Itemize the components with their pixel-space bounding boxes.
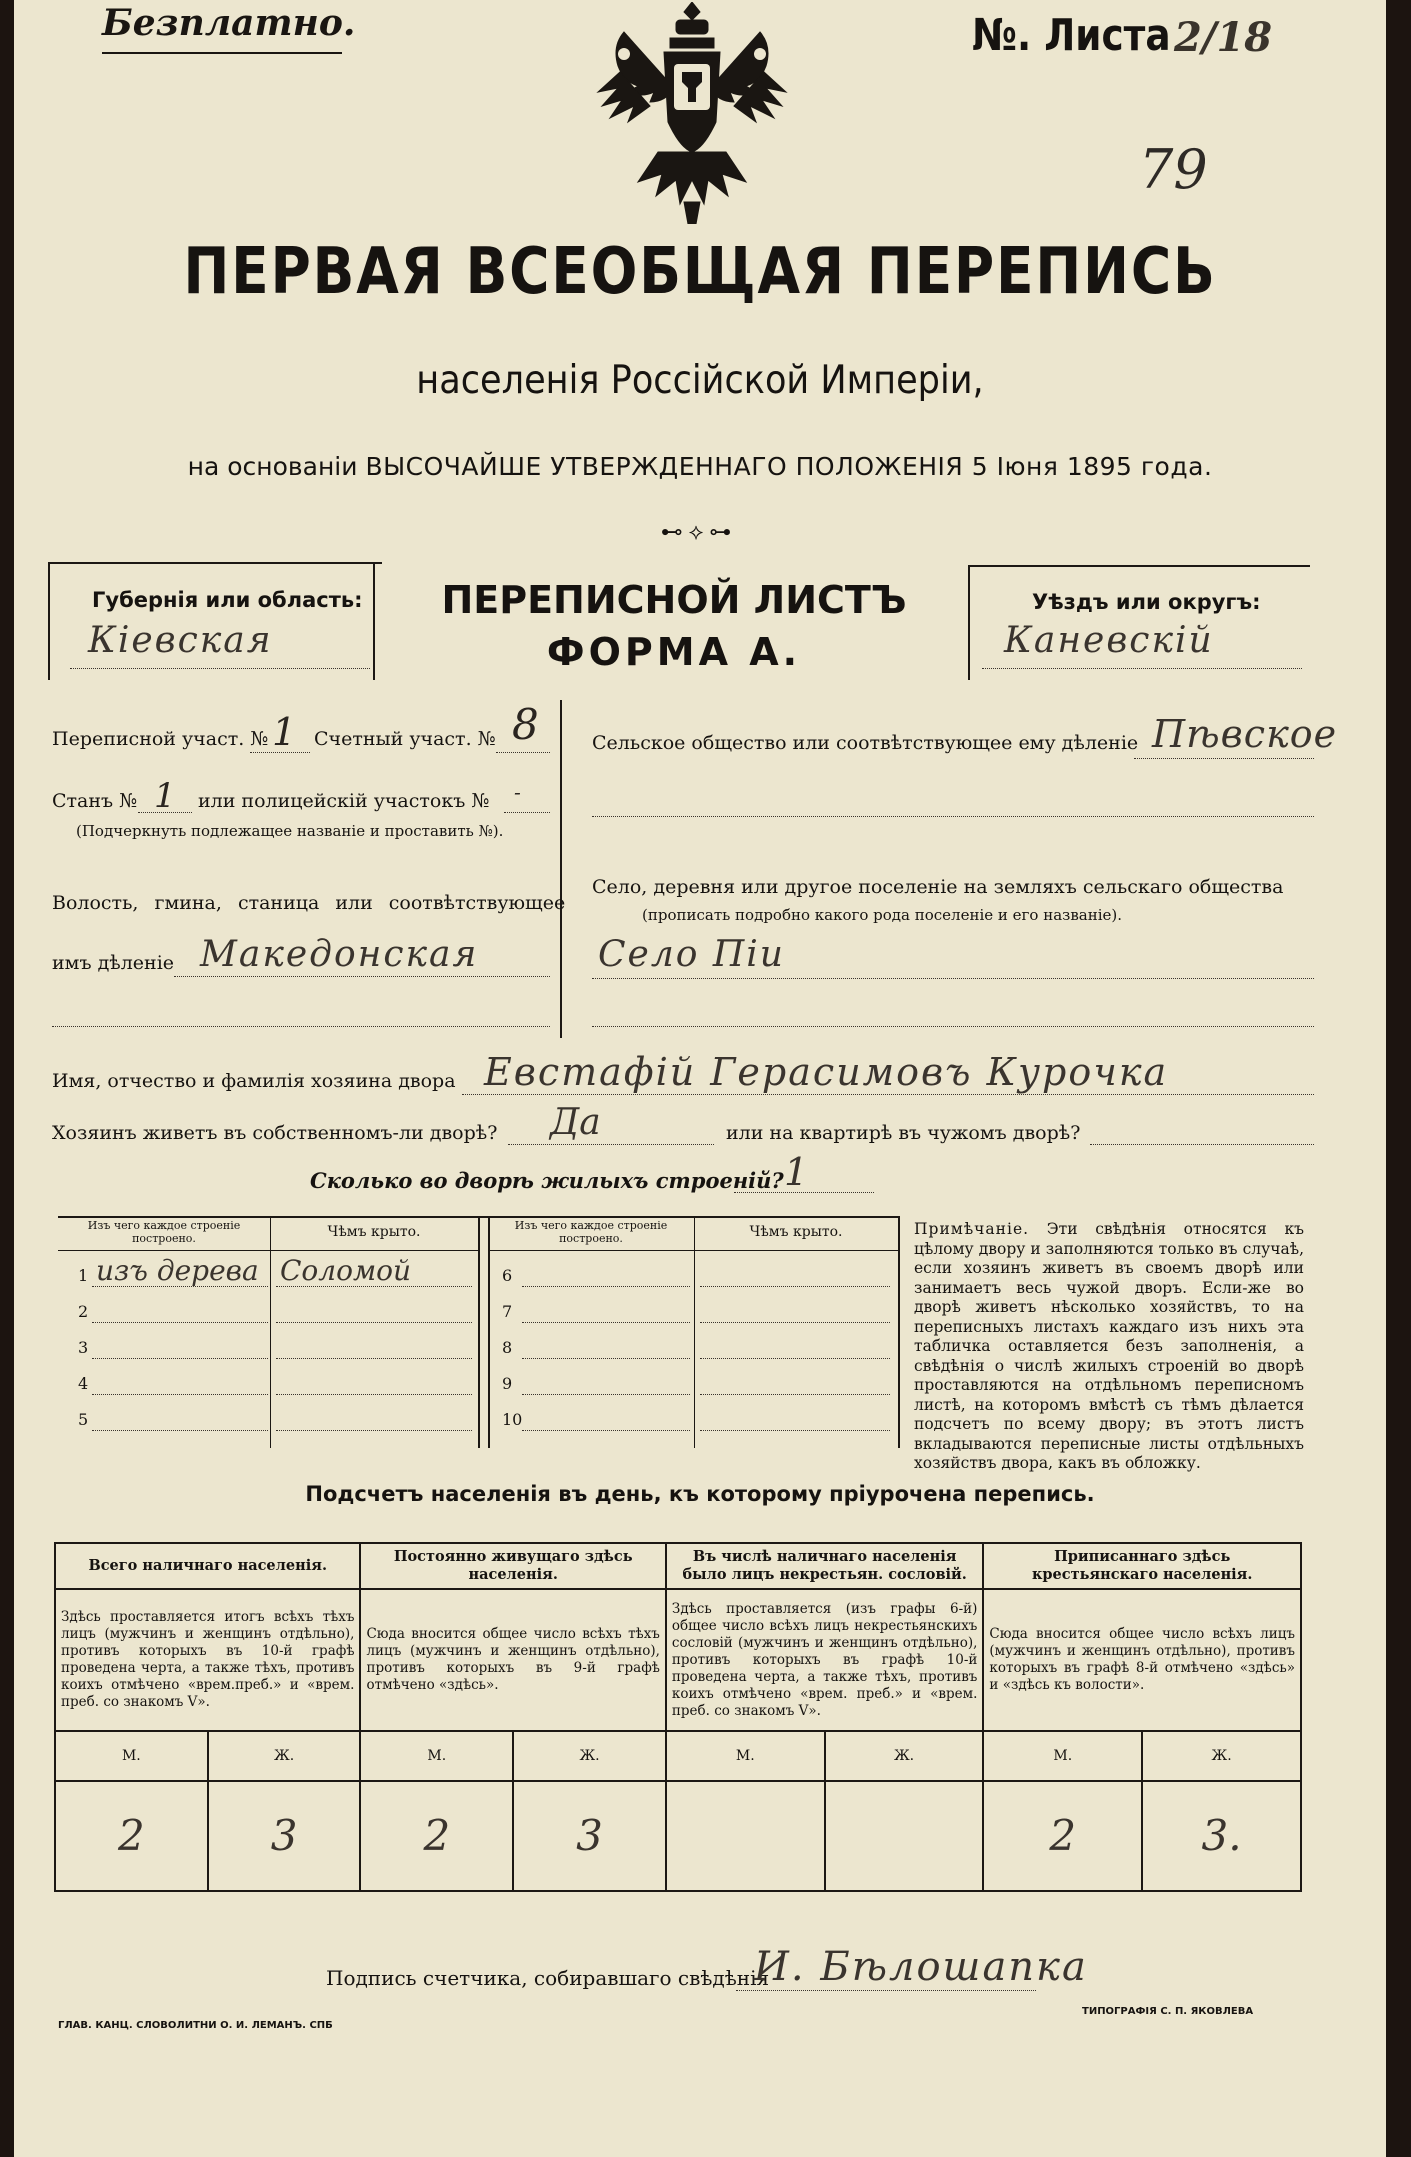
footer-right-imprint: ТИПОГРАФІЯ С. П. ЯКОВЛЕВА	[1082, 2006, 1254, 2017]
registered-f-header: Ж.	[1142, 1731, 1301, 1781]
uezd-value: Каневскій	[1004, 620, 1214, 661]
ornament-divider: ⊷⟡⊶	[660, 520, 738, 545]
registered-m-value: 2	[983, 1781, 1142, 1891]
nonpeasant-f-header: Ж.	[825, 1731, 984, 1781]
police-line	[504, 812, 550, 813]
buildings-row: 7	[488, 1292, 898, 1328]
buildings-count-value: 1	[784, 1150, 809, 1194]
buildings-row: 10	[488, 1400, 898, 1436]
page-subtitle: населенія Россійской Имперіи,	[416, 358, 984, 403]
pencil-number: 79	[1139, 138, 1208, 201]
nonpeasant-f-value	[825, 1781, 984, 1891]
footer-left-imprint: ГЛАВ. КАНЦ. СЛОВОЛИТНИ О. И. ЛЕМАНЪ. СПБ	[58, 2020, 333, 2031]
buildings-col-roof-2: Чѣмъ крыто.	[749, 1224, 843, 1240]
permanent-m-header: М.	[360, 1731, 513, 1781]
registered-m-header: М.	[983, 1731, 1142, 1781]
buildings-row-built: изъ дерева	[96, 1254, 259, 1287]
village-note: (прописать подробно какого рода поселеніе и его названіе).	[642, 906, 1122, 924]
form-title: ПЕРЕПИСНОЙ ЛИСТЪ	[441, 578, 907, 622]
form-subtitle: ФОРМА А.	[546, 630, 802, 674]
buildings-row: 1 изъ дерева Соломой	[58, 1256, 478, 1292]
uezd-box-left	[968, 565, 970, 680]
total-desc: Здѣсь проставляется итогъ всѣхъ тѣхъ лицъ (мужчинъ и женщинъ отдѣльно), противъ которыхъ въ 10-й графѣ проведена черта, а также тѣхъ, противъ коихъ отмѣчено «врем.преб.» и «врем. преб. со знакомъ V».	[55, 1589, 360, 1731]
registered-peasant-title: Приписаннаго здѣсь крестьянскаго населенія.	[983, 1543, 1301, 1589]
sheet-number-value: 2/18	[1174, 14, 1273, 61]
nonpeasant-m-value	[666, 1781, 825, 1891]
uezd-line	[982, 668, 1302, 669]
buildings-row: 8	[488, 1328, 898, 1364]
page-title: ПЕРВАЯ ВСЕОБЩАЯ ПЕРЕПИСЬ	[183, 235, 1217, 309]
total-f-header: Ж.	[208, 1731, 361, 1781]
count-district-value: 8	[512, 700, 539, 749]
society-line-2	[592, 816, 1314, 817]
note-text: Эти свѣдѣнія относятся къ цѣлому двору и заполняются только въ случаѣ, если хозяинъ живетъ въ своемъ дворѣ или занимаетъ весь чужой дворъ. Если-же во дворѣ живетъ нѣсколько хозяйствъ, то на переписныхъ листахъ каждаго изъ нихъ эта табличка оставляется безъ заполненія, а свѣдѣнія о числѣ жилыхъ строеній во дворѣ проставляются на отдѣльномъ переписномъ листѣ, на которомъ вмѣстѣ съ тѣмъ дѣлается подсчетъ по всему двору; въ этотъ листъ вкладываются переписные листы отдѣльныхъ хозяйствъ двора, какъ въ обложку.	[914, 1220, 1304, 1472]
nonpeasant-title: Въ числѣ наличнаго населенія было лицъ некрестьян. сословій.	[666, 1543, 984, 1589]
police-value: -	[514, 780, 521, 804]
own-yard-line	[508, 1144, 714, 1145]
owner-name-label: Имя, отчество и фамилія хозяина двора	[52, 1070, 456, 1092]
sheet-number-label: №. Листа	[972, 10, 1171, 61]
signature-label: Подпись счетчика, собиравшаго свѣдѣнія	[326, 1966, 770, 1990]
note-label: Примѣчаніе.	[914, 1220, 1030, 1238]
underline-note: (Подчеркнуть подлежащее названіе и проставить №).	[76, 822, 504, 840]
census-sheet	[14, 0, 1386, 2157]
permanent-title: Постоянно живущаго здѣсь населенія.	[360, 1543, 665, 1589]
fields-divider	[560, 700, 562, 1038]
free-stamp: Безплатно.	[102, 2, 356, 44]
signature-value: И. Бѣлошапка	[754, 1944, 1088, 1990]
buildings-note	[914, 1220, 1304, 1474]
census-district-value: 1	[272, 710, 297, 754]
village-line-2	[592, 1026, 1314, 1027]
own-yard-label: Хозяинъ живетъ въ собственномъ-ли дворѣ?	[52, 1122, 498, 1144]
registered-f-value: 3.	[1142, 1781, 1301, 1891]
stan-line	[138, 812, 192, 813]
volost-line-2	[52, 1026, 550, 1027]
population-table	[54, 1542, 1302, 1892]
free-stamp-underline	[102, 52, 342, 54]
permanent-f-value: 3	[513, 1781, 666, 1891]
legal-basis	[44, 452, 1356, 481]
village-line	[592, 978, 1314, 979]
buildings-row-roof: Соломой	[280, 1254, 412, 1287]
gubernia-line	[70, 668, 370, 669]
gubernia-box-left	[48, 562, 50, 680]
buildings-col-roof: Чѣмъ крыто.	[327, 1224, 421, 1240]
total-f-value: 3	[208, 1781, 361, 1891]
gubernia-box-right	[373, 562, 375, 680]
village-label: Село, деревня или другое поселеніе на земляхъ сельскаго общества	[592, 876, 1284, 898]
rent-line	[1090, 1144, 1314, 1145]
registered-peasant-desc: Сюда вносится общее число всѣхъ лицъ (мужчинъ и женщинъ отдѣльно), противъ которыхъ въ графѣ 8-й отмѣчено «здѣсь» и «здѣсь къ волости».	[983, 1589, 1301, 1731]
police-label: или полицейскій участокъ №	[198, 790, 490, 812]
society-line	[1134, 758, 1314, 759]
coat-of-arms-icon	[594, 2, 790, 224]
buildings-col-built-2: Изъ чего каждое строеніе построено.	[514, 1219, 668, 1245]
society-label: Сельское общество или соотвѣтствующее ему дѣленіе	[592, 732, 1139, 754]
count-heading: Подсчетъ населенія въ день, къ которому пріурочена перепись.	[305, 1482, 1095, 1506]
nonpeasant-m-header: М.	[666, 1731, 825, 1781]
census-district-label: Переписной участ. №	[52, 728, 269, 750]
permanent-desc: Сюда вносится общее число всѣхъ тѣхъ лицъ (мужчинъ и женщинъ отдѣльно), противъ которыхъ въ 9-й графѣ отмѣчено «здѣсь».	[360, 1589, 665, 1731]
volost-value: Македонская	[200, 934, 479, 975]
legal-basis-rest: ВЫСОЧАЙШЕ УТВЕРЖДЕННАГО ПОЛОЖЕНІЯ 5 Іюня 1895 года.	[365, 452, 1213, 481]
buildings-row: 5	[58, 1400, 478, 1436]
census-district-line	[250, 752, 310, 753]
total-title: Всего наличнаго населенія.	[55, 1543, 360, 1589]
permanent-m-value: 2	[360, 1781, 513, 1891]
total-m-header: М.	[55, 1731, 208, 1781]
nonpeasant-desc: Здѣсь проставляется (изъ графы 6-й) общее число всѣхъ лицъ некрестьянскихъ сословій (мужчинъ и женщинъ отдѣльно), противъ которыхъ въ графѣ 10-й проведена черта, а также тѣхъ, противъ коихъ отмѣчено «врем. преб.» и «врем. преб. со знакомъ V».	[666, 1589, 984, 1731]
buildings-col-built: Изъ чего каждое строеніе построено.	[87, 1219, 241, 1245]
buildings-row: 4	[58, 1364, 478, 1400]
legal-basis-prefix: на основаніи	[187, 452, 358, 481]
buildings-count-line	[734, 1192, 874, 1193]
stan-value: 1	[154, 776, 176, 816]
buildings-row: 2	[58, 1292, 478, 1328]
uezd-box-top	[968, 565, 1310, 567]
buildings-count-label: Сколько во дворѣ жилыхъ строеній?	[310, 1168, 784, 1193]
society-value: Пѣвское	[1152, 712, 1338, 756]
buildings-row: 3	[58, 1328, 478, 1364]
volost-label-line1: Волость, гмина, станица или соотвѣтствующее	[52, 892, 566, 914]
own-yard-value: Да	[550, 1102, 601, 1143]
signature-line	[736, 1990, 1036, 1991]
buildings-table	[58, 1216, 898, 1448]
village-value: Село Піи	[598, 934, 785, 975]
volost-line	[174, 976, 550, 977]
owner-name-line	[462, 1094, 1314, 1095]
permanent-f-header: Ж.	[513, 1731, 666, 1781]
owner-name-value: Евстафій Герасимовъ Курочка	[484, 1050, 1169, 1094]
gubernia-value: Кіевская	[88, 620, 273, 661]
buildings-row: 9	[488, 1364, 898, 1400]
uezd-label: Уѣздъ или округъ:	[1032, 590, 1261, 614]
rent-label: или на квартирѣ въ чужомъ дворѣ?	[726, 1122, 1081, 1144]
gubernia-box-top	[48, 562, 382, 564]
volost-label-line2: имъ дѣленіе	[52, 952, 175, 974]
buildings-row: 6	[488, 1256, 898, 1292]
count-district-line	[496, 752, 550, 753]
gubernia-label: Губернія или область:	[92, 588, 363, 612]
count-district-label: Счетный участ. №	[314, 728, 496, 750]
total-m-value: 2	[55, 1781, 208, 1891]
stan-label: Станъ №	[52, 790, 138, 812]
